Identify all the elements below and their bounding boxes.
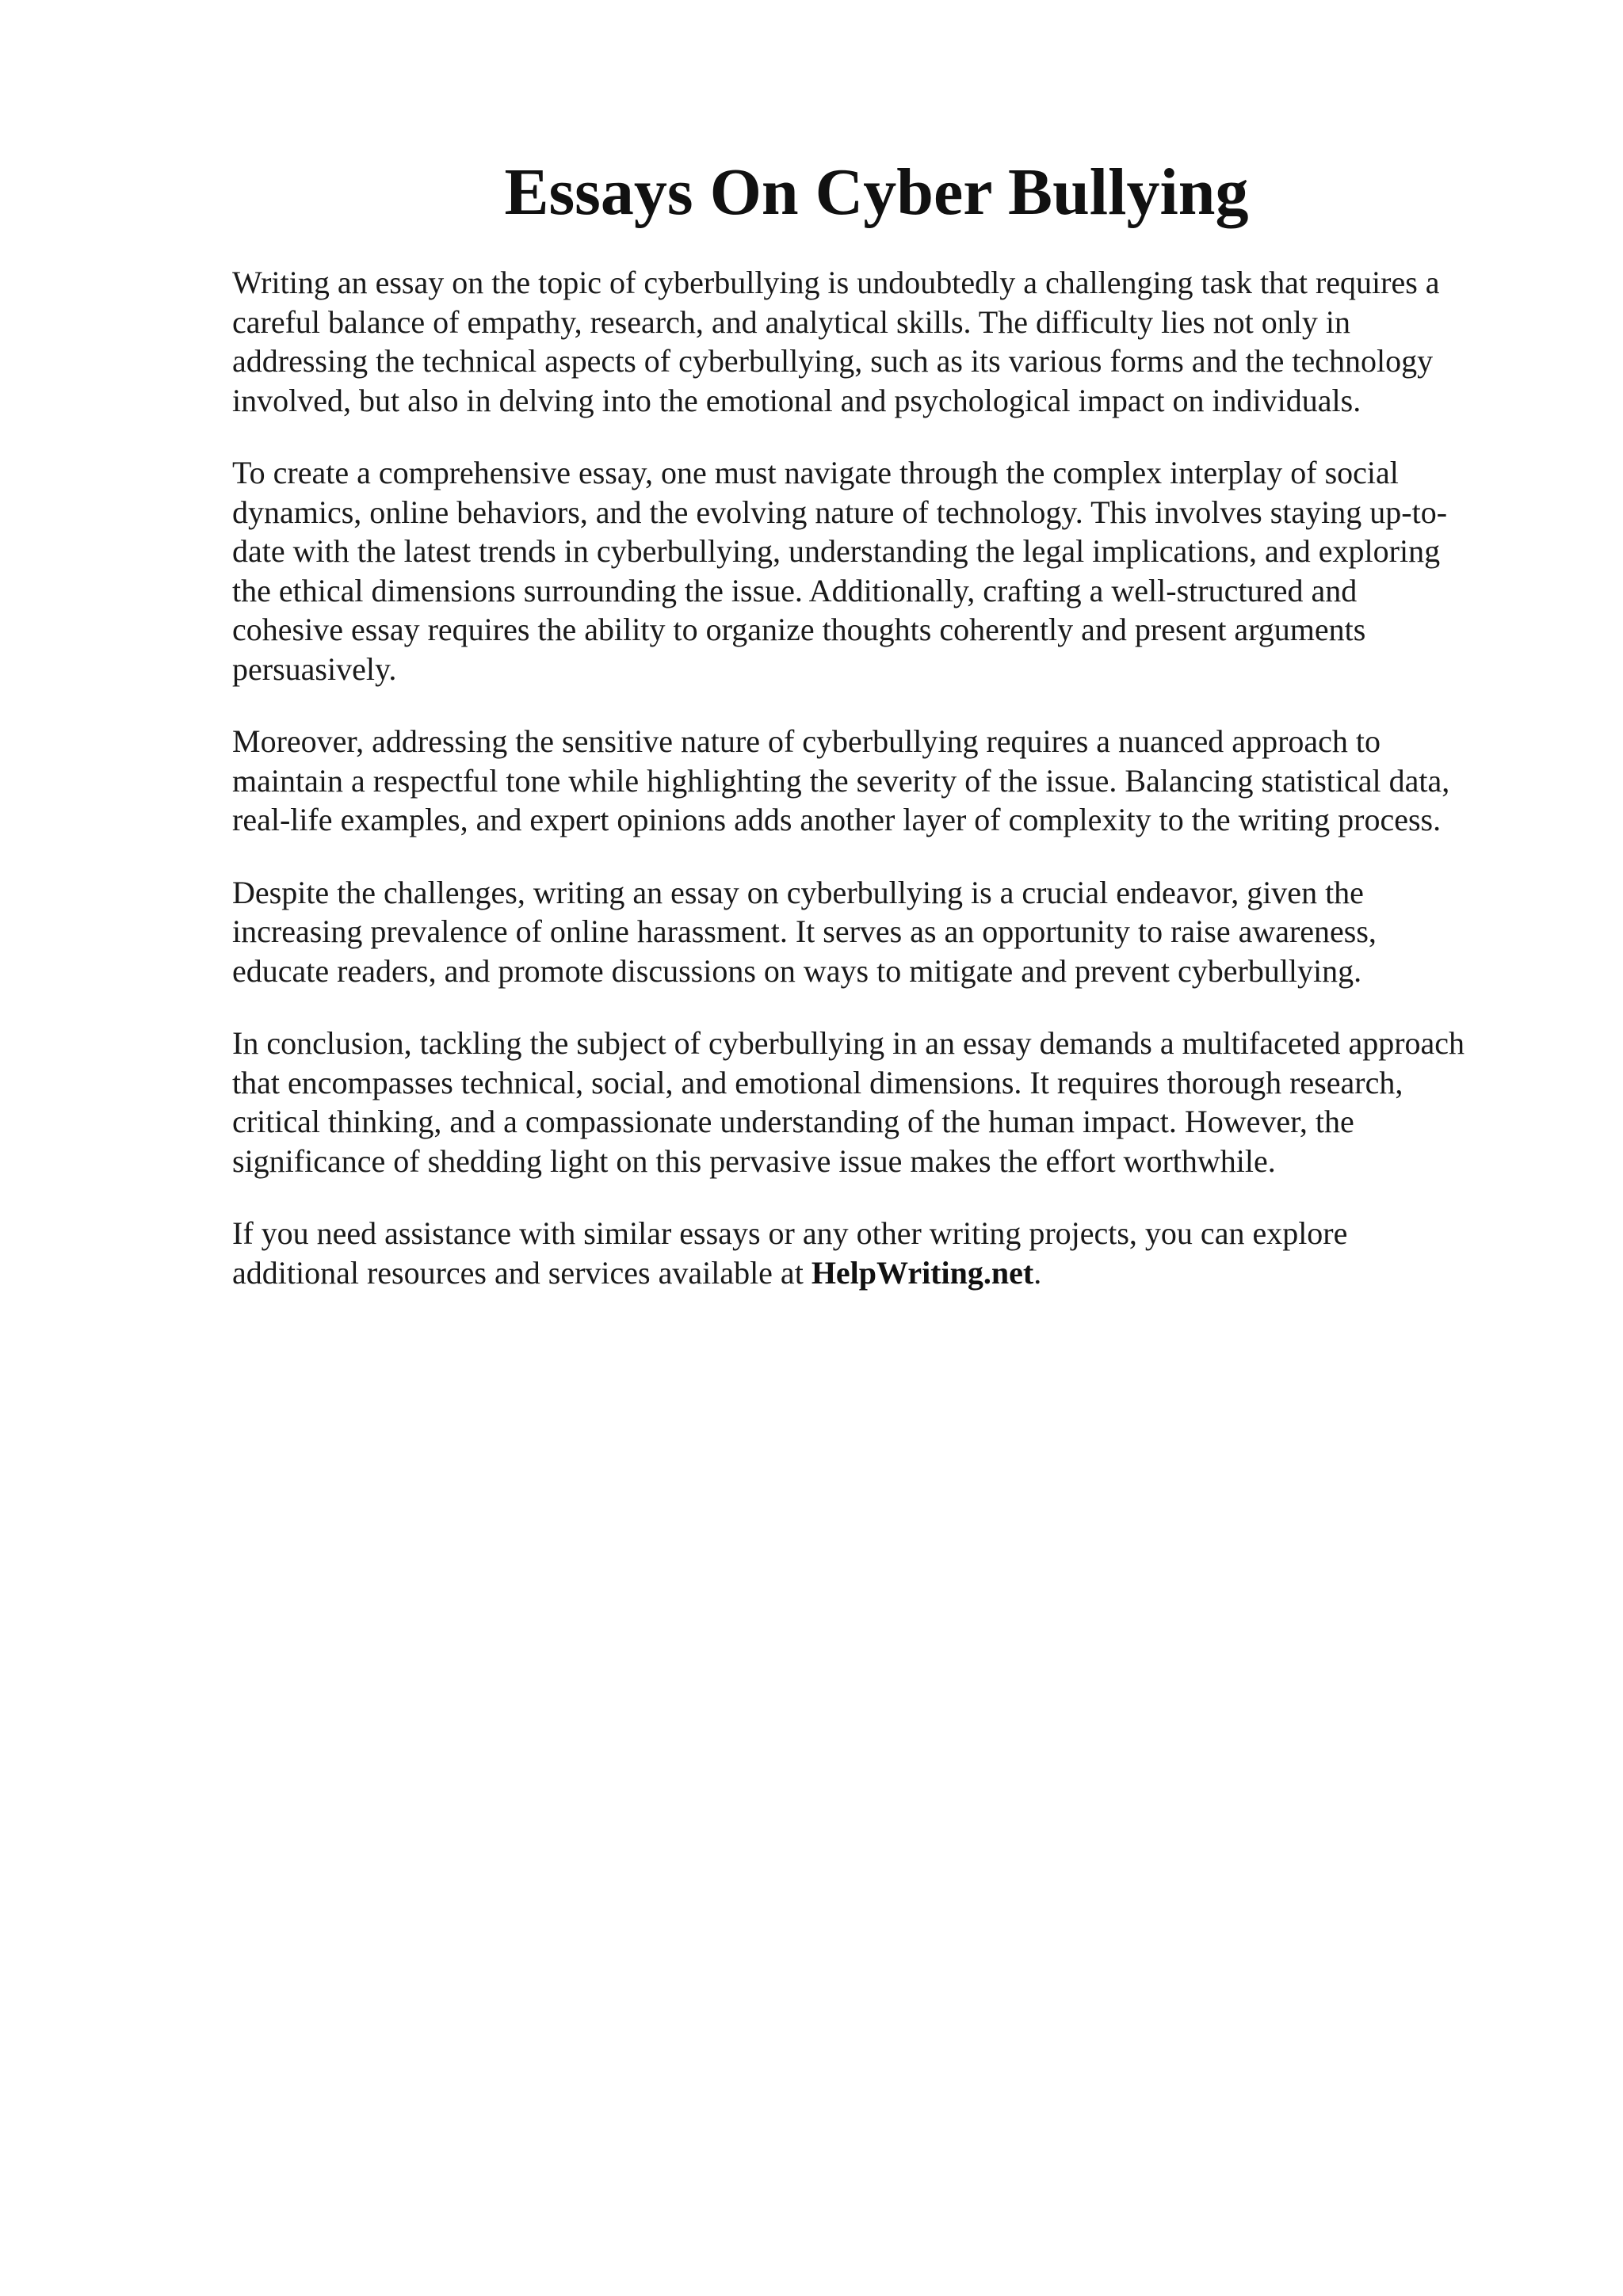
text-line: In conclusion, tackling the subject of cyberbullying in an essay demands a multifaceted approach bbox=[232, 1025, 1465, 1061]
closing-prefix: additional resources and services available at bbox=[232, 1254, 812, 1291]
text-line: Moreover, addressing the sensitive nature of cyberbullying requires a nuanced approach to bbox=[232, 723, 1381, 759]
text-line: increasing prevalence of online harassment. It serves as an opportunity to raise awareness, bbox=[232, 913, 1377, 949]
paragraph-2 bbox=[232, 453, 1532, 688]
closing-suffix: . bbox=[1033, 1254, 1042, 1291]
paragraph-4 bbox=[232, 873, 1532, 991]
text-line bbox=[232, 1253, 1532, 1293]
helpwriting-link[interactable]: HelpWriting.net bbox=[811, 1254, 1034, 1291]
text-line: significance of shedding light on this pervasive issue makes the effort worthwhile. bbox=[232, 1142, 1276, 1179]
text-line: involved, but also in delving into the emotional and psychological impact on individuals. bbox=[232, 382, 1361, 418]
paragraph-5 bbox=[232, 1024, 1532, 1180]
text-line: Writing an essay on the topic of cyberbullying is undoubtedly a challenging task that requires a bbox=[232, 265, 1440, 300]
text-line: date with the latest trends in cyberbullying, understanding the legal implications, and exploring bbox=[232, 533, 1441, 569]
text-line: If you need assistance with similar essays or any other writing projects, you can explore bbox=[232, 1215, 1348, 1251]
text-line: critical thinking, and a compassionate understanding of the human impact. However, the bbox=[232, 1104, 1354, 1139]
text-line: real-life examples, and expert opinions adds another layer of complexity to the writing process. bbox=[232, 802, 1442, 837]
text-line: addressing the technical aspects of cyberbullying, such as its various forms and the technology bbox=[232, 343, 1434, 379]
text-line: To create a comprehensive essay, one must navigate through the complex interplay of social bbox=[232, 455, 1399, 490]
paragraph-3 bbox=[232, 722, 1532, 840]
document-body bbox=[232, 263, 1532, 1325]
paragraph-1 bbox=[232, 263, 1532, 420]
text-line: educate readers, and promote discussions on ways to mitigate and prevent cyberbullying. bbox=[232, 952, 1362, 989]
text-line: that encompasses technical, social, and emotional dimensions. It requires thorough research, bbox=[232, 1064, 1403, 1100]
text-line: persuasively. bbox=[232, 650, 397, 687]
page-title: Essays On Cyber Bullying bbox=[504, 155, 1249, 229]
text-line: dynamics, online behaviors, and the evolving nature of technology. This involves staying up-to- bbox=[232, 494, 1448, 530]
text-line: careful balance of empathy, research, and analytical skills. The difficulty lies not only in bbox=[232, 303, 1350, 340]
text-line: maintain a respectful tone while highlighting the severity of the issue. Balancing statistical data, bbox=[232, 762, 1450, 799]
text-line: the ethical dimensions surrounding the issue. Additionally, crafting a well-structured and bbox=[232, 572, 1358, 608]
text-line: Despite the challenges, writing an essay on cyberbullying is a crucial endeavor, given the bbox=[232, 874, 1364, 910]
closing-paragraph bbox=[232, 1214, 1532, 1292]
text-line: cohesive essay requires the ability to organize thoughts coherently and present arguments bbox=[232, 612, 1366, 647]
